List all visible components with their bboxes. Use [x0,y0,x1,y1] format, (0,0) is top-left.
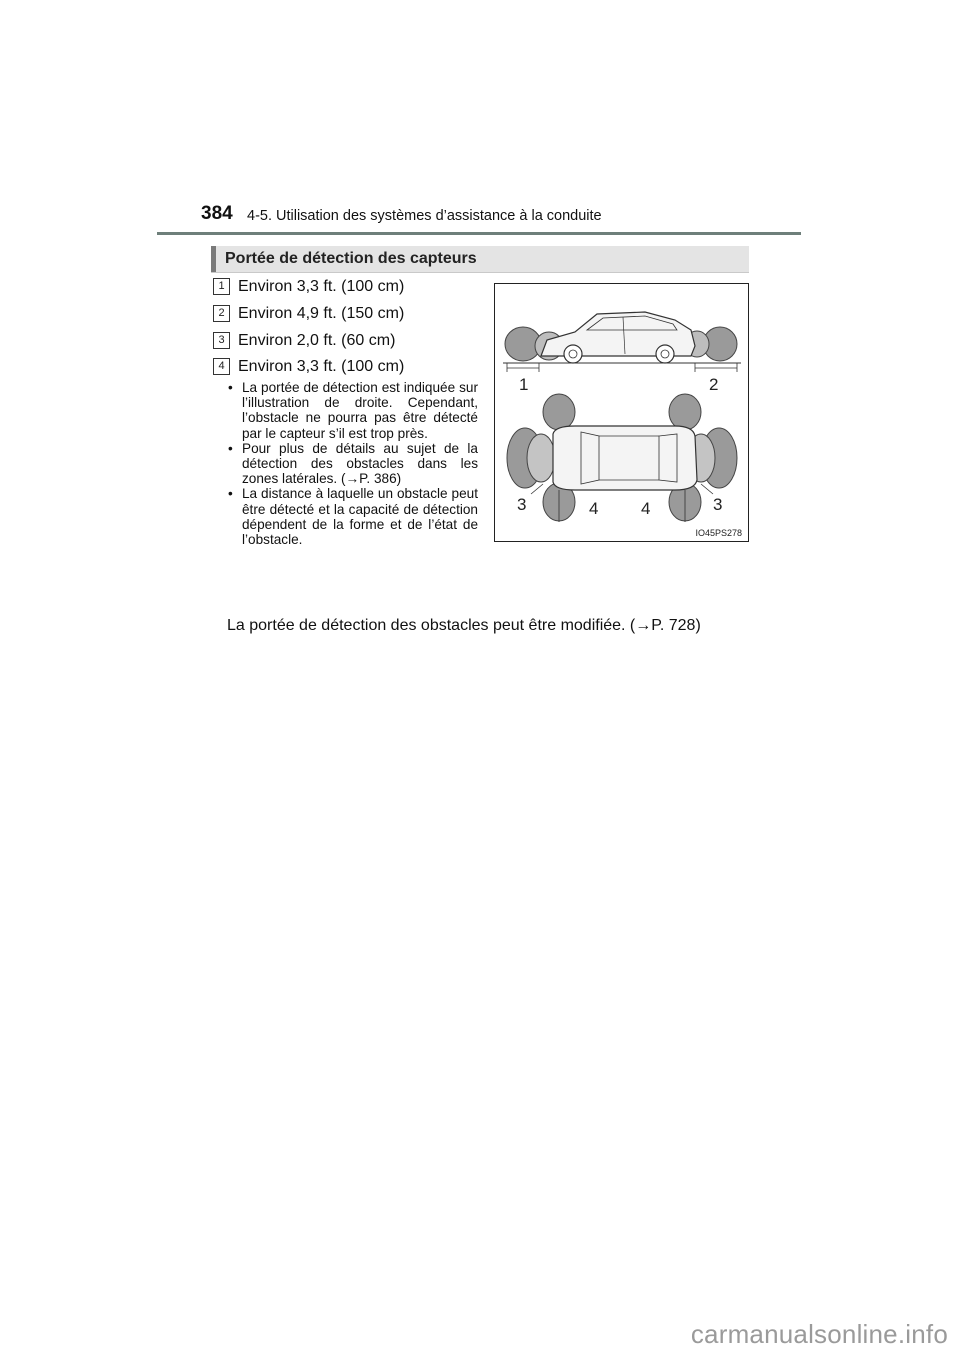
rear-wheel [656,345,674,363]
item-number-box: 3 [213,332,230,349]
range-item-3 [213,332,395,354]
note-text: Pour plus de détails au sujet de la détection des obstacles dans les zones latérales. (→P. 386) [242,440,478,487]
callout-3-right [713,495,722,514]
callout-label: 3 [713,495,723,514]
callout-label: 2 [709,375,719,394]
item-number-box: 1 [213,278,230,295]
range-item-4 [213,358,404,380]
bullet: • [228,486,233,502]
header-rule [157,232,801,235]
item-text: Environ 3,3 ft. (100 cm) [238,278,405,295]
note-item [226,441,478,487]
car-top-view [507,394,737,522]
section-heading-bar [211,246,749,273]
car-side-view [503,312,741,372]
range-item-1 [213,278,404,300]
callout-label: 3 [517,495,527,514]
car-body-top [553,426,697,490]
callout-4-right [641,499,650,518]
rear-side-zone-top-upper [669,394,701,430]
callout-3-left [517,495,526,514]
notes-list [226,380,478,547]
item-text: Environ 3,3 ft. (100 cm) [238,358,405,375]
note-item [226,486,478,547]
figure-sensor-range [494,283,749,542]
bullet: • [228,440,233,456]
front-corner-zone-top [527,434,555,482]
callout-label: 4 [589,499,599,518]
section-title: 4-5. Utilisation des systèmes d’assistance à la conduite [247,208,602,224]
callout-1 [519,375,528,394]
figure-code: IO45PS278 [695,528,742,538]
sensor-range-illustration [495,284,748,541]
front-side-zone-top-upper [543,394,575,430]
heading-accent [211,246,216,272]
note-item [226,380,478,441]
item-number-box: 2 [213,305,230,322]
range-item-2 [213,305,404,327]
note-text: La portée de détection est indiquée sur l’illustration de droite. Cependant, l’obstacle ne pourra pas être détecté par le capteur s’il est trop près. [242,380,478,441]
page-number: 384 [201,203,233,224]
front-wheel [564,345,582,363]
callout-label: 1 [519,375,529,394]
callout-2 [709,375,718,394]
item-text: Environ 4,9 ft. (150 cm) [238,305,405,322]
section-heading: Portée de détection des capteurs [225,250,477,267]
item-number-box: 4 [213,358,230,375]
callout-4-left [589,499,598,518]
watermark: carmanualsonline.info [690,1319,948,1349]
footer-text: La portée de détection des obstacles peut être modifiée. (→P. 728) [227,617,701,634]
callout-label: 4 [641,499,651,518]
note-text: La distance à laquelle un obstacle peut être détecté et la capacité de détection dépendent de la forme et de l’état de l’obstacle. [242,486,478,548]
item-text: Environ 2,0 ft. (60 cm) [238,332,396,349]
bullet: • [228,380,233,395]
